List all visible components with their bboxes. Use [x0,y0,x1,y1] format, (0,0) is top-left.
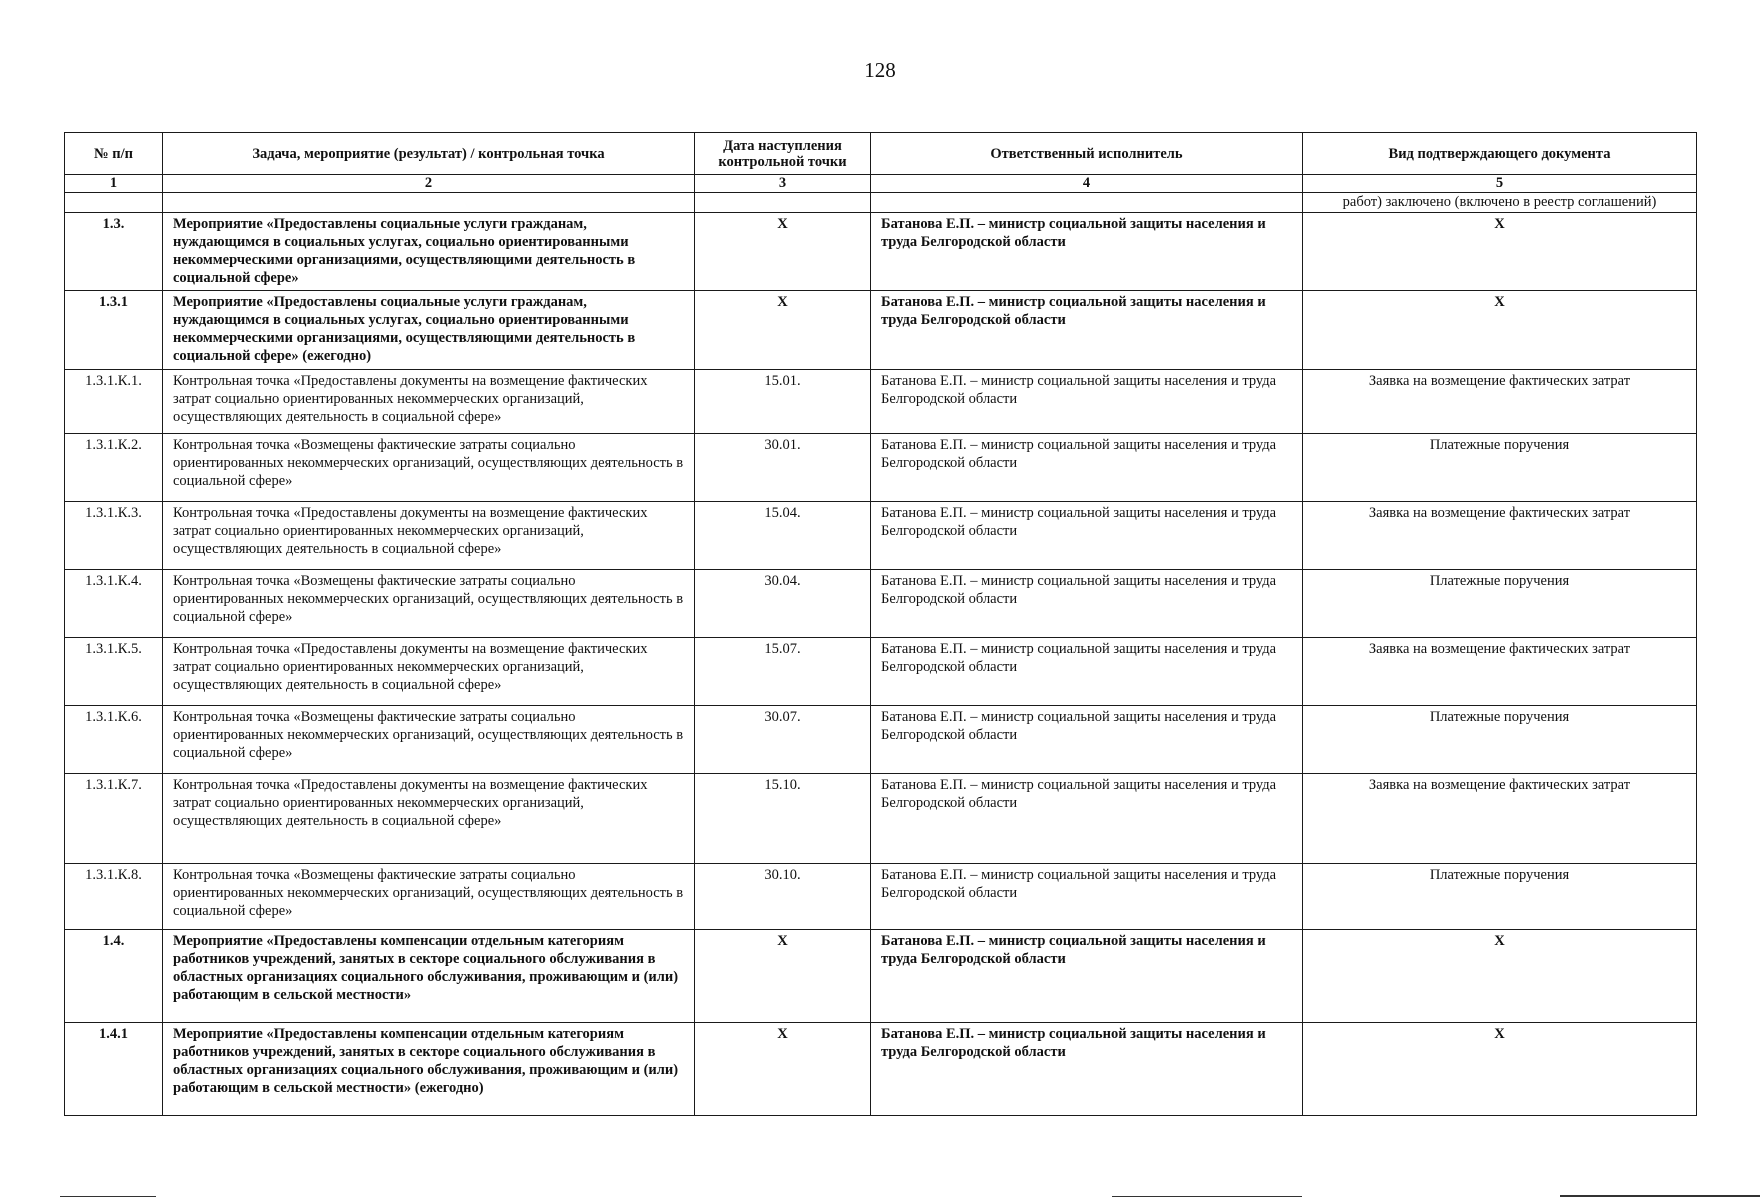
continuation-row [65,193,1697,213]
column-number: 5 [1303,175,1697,193]
task-cell: Мероприятие «Предоставлены социальные услуги гражданам, нуждающимся в социальных услугах, социально ориентированными некоммерческими организациями, осуществляющими деятельность в социальной сфере» [163,213,695,291]
table-row [65,434,1697,502]
table-row [65,706,1697,774]
responsible-cell: Батанова Е.П. – министр социальной защиты населения и труда Белгородской области [871,864,1303,930]
document-cell: Платежные поручения [1303,434,1697,502]
column-number: 3 [695,175,871,193]
date-cell: 15.10. [695,774,871,864]
task-cell: Контрольная точка «Предоставлены документы на возмещение фактических затрат социально ориентированных некоммерческих организаций, осуществляющих деятельность в социальной сфере» [163,370,695,434]
responsible-cell: Батанова Е.П. – министр социальной защиты населения и труда Белгородской области [871,570,1303,638]
row-number: 1.3.1.К.1. [65,370,163,434]
column-number: 4 [871,175,1303,193]
document-cell: Платежные поручения [1303,864,1697,930]
plan-table [64,132,1697,1116]
task-cell: Контрольная точка «Предоставлены документы на возмещение фактических затрат социально ориентированных некоммерческих организаций, осуществляющих деятельность в социальной сфере» [163,638,695,706]
responsible-cell: Батанова Е.П. – министр социальной защиты населения и труда Белгородской области [871,291,1303,370]
continuation-text: работ) заключено (включено в реестр соглашений) [1303,193,1697,213]
task-cell: Контрольная точка «Возмещены фактические затраты социально ориентированных некоммерческих организаций, осуществляющих деятельность в социальной сфере» [163,570,695,638]
responsible-cell: Батанова Е.П. – министр социальной защиты населения и труда Белгородской области [871,774,1303,864]
task-cell: Контрольная точка «Возмещены фактические затраты социально ориентированных некоммерческих организаций, осуществляющих деятельность в социальной сфере» [163,434,695,502]
row-number: 1.3.1 [65,291,163,370]
header-date: Дата наступления контрольной точки [695,133,871,175]
document-cell: Платежные поручения [1303,570,1697,638]
row-number: 1.3.1.К.3. [65,502,163,570]
date-cell: 30.01. [695,434,871,502]
row-number: 1.3.1.К.8. [65,864,163,930]
date-cell: 15.07. [695,638,871,706]
header-number: № п/п [65,133,163,175]
table-row [65,570,1697,638]
bottom-scan-line [1560,1195,1760,1197]
table-row [65,291,1697,370]
date-cell: X [695,213,871,291]
header-responsible: Ответственный исполнитель [871,133,1303,175]
empty-cell [871,193,1303,213]
document-cell: Заявка на возмещение фактических затрат [1303,638,1697,706]
date-cell: 30.10. [695,864,871,930]
task-cell: Контрольная точка «Предоставлены документы на возмещение фактических затрат социально ориентированных некоммерческих организаций, осуществляющих деятельность в социальной сфере» [163,774,695,864]
row-number: 1.3.1.К.5. [65,638,163,706]
document-cell: Платежные поручения [1303,706,1697,774]
bottom-scan-line [60,1196,156,1197]
task-cell: Контрольная точка «Возмещены фактические затраты социально ориентированных некоммерческих организаций, осуществляющих деятельность в социальной сфере» [163,864,695,930]
responsible-cell: Батанова Е.П. – министр социальной защиты населения и труда Белгородской области [871,502,1303,570]
responsible-cell: Батанова Е.П. – министр социальной защиты населения и труда Белгородской области [871,706,1303,774]
table-row [65,502,1697,570]
page-number: 128 [864,58,896,82]
empty-cell [163,193,695,213]
empty-cell [65,193,163,213]
date-cell: 15.04. [695,502,871,570]
date-cell: 15.01. [695,370,871,434]
table-row [65,1023,1697,1116]
document-cell: X [1303,1023,1697,1116]
task-cell: Контрольная точка «Предоставлены документы на возмещение фактических затрат социально ориентированных некоммерческих организаций, осуществляющих деятельность в социальной сфере» [163,502,695,570]
row-number: 1.3. [65,213,163,291]
bottom-scan-line [1112,1196,1302,1197]
column-number: 2 [163,175,695,193]
row-number: 1.3.1.К.2. [65,434,163,502]
table-row [65,638,1697,706]
empty-cell [695,193,871,213]
document-cell: Заявка на возмещение фактических затрат [1303,774,1697,864]
responsible-cell: Батанова Е.П. – министр социальной защиты населения и труда Белгородской области [871,638,1303,706]
table-row [65,774,1697,864]
table-row [65,930,1697,1023]
date-cell: X [695,291,871,370]
date-cell: X [695,1023,871,1116]
date-cell: 30.07. [695,706,871,774]
header-task: Задача, мероприятие (результат) / контрольная точка [163,133,695,175]
row-number: 1.3.1.К.4. [65,570,163,638]
date-cell: X [695,930,871,1023]
row-number: 1.4.1 [65,1023,163,1116]
document-cell: Заявка на возмещение фактических затрат [1303,370,1697,434]
column-number: 1 [65,175,163,193]
document-cell: X [1303,930,1697,1023]
date-cell: 30.04. [695,570,871,638]
table-row [65,213,1697,291]
task-cell: Мероприятие «Предоставлены компенсации отдельным категориям работников учреждений, занятых в секторе социального обслуживания в областных организациях социального обслуживания, проживающим и (или) работающим в сельской местности» (ежегодно) [163,1023,695,1116]
responsible-cell: Батанова Е.П. – министр социальной защиты населения и труда Белгородской области [871,370,1303,434]
responsible-cell: Батанова Е.П. – министр социальной защиты населения и труда Белгородской области [871,1023,1303,1116]
header-row [65,133,1697,175]
table-row [65,864,1697,930]
responsible-cell: Батанова Е.П. – министр социальной защиты населения и труда Белгородской области [871,434,1303,502]
table-row [65,370,1697,434]
row-number: 1.3.1.К.7. [65,774,163,864]
responsible-cell: Батанова Е.П. – министр социальной защиты населения и труда Белгородской области [871,213,1303,291]
header-document: Вид подтверждающего документа [1303,133,1697,175]
column-number-row [65,175,1697,193]
responsible-cell: Батанова Е.П. – министр социальной защиты населения и труда Белгородской области [871,930,1303,1023]
task-cell: Мероприятие «Предоставлены социальные услуги гражданам, нуждающимся в социальных услугах, социально ориентированными некоммерческими организациями, осуществляющими деятельность в социальной сфере» (ежегодно) [163,291,695,370]
row-number: 1.4. [65,930,163,1023]
task-cell: Контрольная точка «Возмещены фактические затраты социально ориентированных некоммерческих организаций, осуществляющих деятельность в социальной сфере» [163,706,695,774]
row-number: 1.3.1.К.6. [65,706,163,774]
document-cell: X [1303,291,1697,370]
task-cell: Мероприятие «Предоставлены компенсации отдельным категориям работников учреждений, занятых в секторе социального обслуживания в областных организациях социального обслуживания, проживающим и (или) работающим в сельской местности» [163,930,695,1023]
document-cell: X [1303,213,1697,291]
document-cell: Заявка на возмещение фактических затрат [1303,502,1697,570]
